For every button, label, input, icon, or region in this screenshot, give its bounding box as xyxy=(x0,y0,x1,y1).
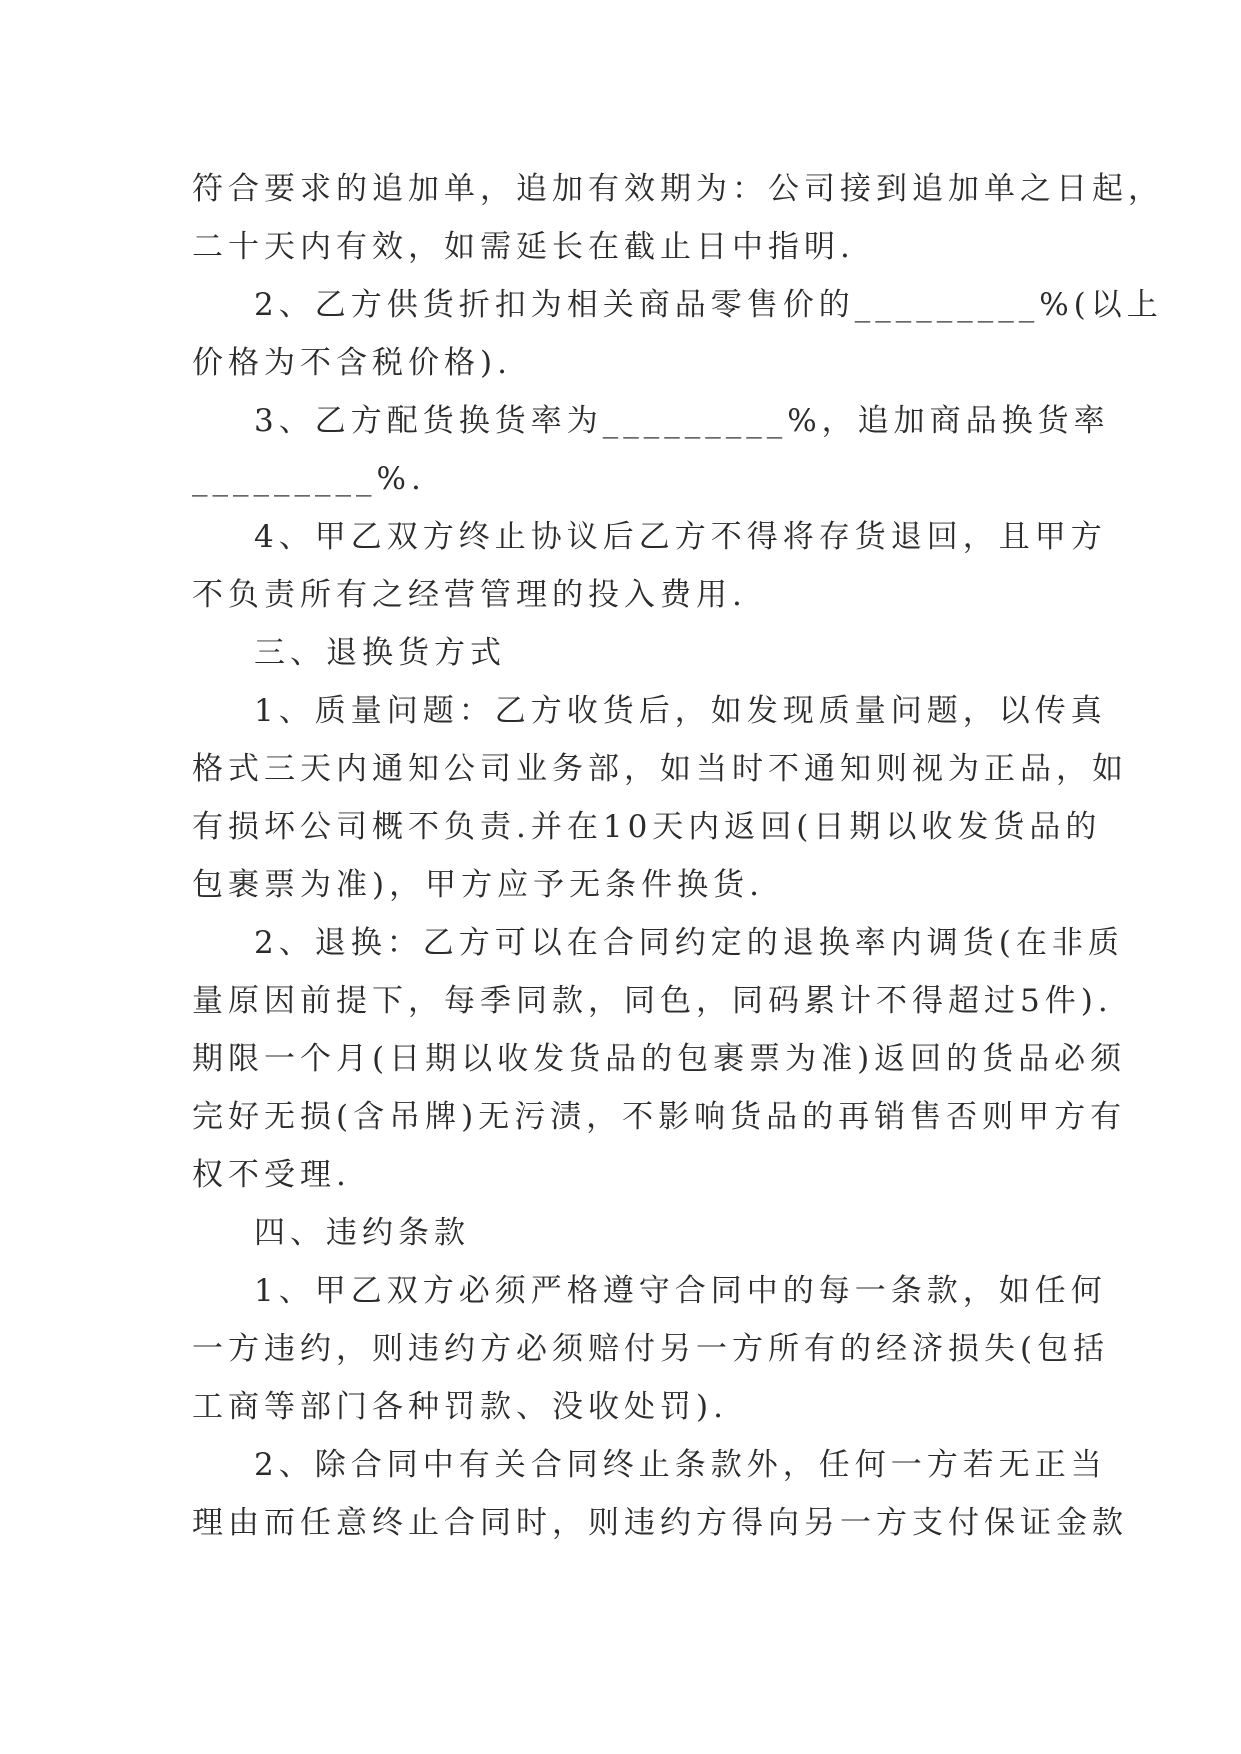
text-line: 1、质量问题：乙方收货后，如发现质量问题，以传真 xyxy=(254,693,1107,729)
text-line: 格式三天内通知公司业务部，如当时不通知则视为正品，如 xyxy=(192,751,1128,787)
text-line: _________%. xyxy=(192,461,426,497)
text-line: 理由而任意终止合同时，则违约方得向另一方支付保证金款 xyxy=(192,1505,1128,1541)
text-line: 2、乙方供货折扣为相关商品零售价的_________%(以上 xyxy=(254,287,1163,323)
text-line: 期限一个月(日期以收发货品的包裹票为准)返回的货品必须 xyxy=(192,1041,1127,1077)
section-heading: 四、违约条款 xyxy=(254,1215,470,1251)
text-line: 3、乙方配货换货率为_________%，追加商品换货率 xyxy=(254,403,1110,439)
text-line: 包裹票为准)，甲方应予无条件换货. xyxy=(192,867,764,903)
text-line: 符合要求的追加单，追加有效期为：公司接到追加单之日起， xyxy=(192,171,1164,207)
text-line: 2、除合同中有关合同终止条款外，任何一方若无正当 xyxy=(254,1447,1107,1483)
text-line: 一方违约，则违约方必须赔付另一方所有的经济损失(包括 xyxy=(192,1331,1110,1367)
text-line: 工商等部门各种罚款、没收处罚). xyxy=(192,1389,728,1425)
text-line: 权不受理. xyxy=(192,1157,351,1193)
text-line: 4、甲乙双方终止协议后乙方不得将存货退回，且甲方 xyxy=(254,519,1107,555)
text-line: 完好无损(含吊牌)无污渍，不影响货品的再销售否则甲方有 xyxy=(192,1099,1127,1135)
text-line: 二十天内有效，如需延长在截止日中指明. xyxy=(192,229,855,265)
section-heading: 三、退换货方式 xyxy=(254,635,506,671)
text-line: 1、甲乙双方必须严格遵守合同中的每一条款，如任何 xyxy=(254,1273,1107,1309)
text-line: 量原因前提下，每季同款，同色，同码累计不得超过5件). xyxy=(192,983,1113,1019)
document-page xyxy=(192,160,1164,1552)
text-line: 价格为不含税价格). xyxy=(192,345,512,381)
text-line: 有损坏公司概不负责.并在10天内返回(日期以收发货品的 xyxy=(192,809,1102,845)
text-line: 不负责所有之经营管理的投入费用. xyxy=(192,577,747,613)
text-line: 2、退换：乙方可以在合同约定的退换率内调货(在非质 xyxy=(254,925,1124,961)
